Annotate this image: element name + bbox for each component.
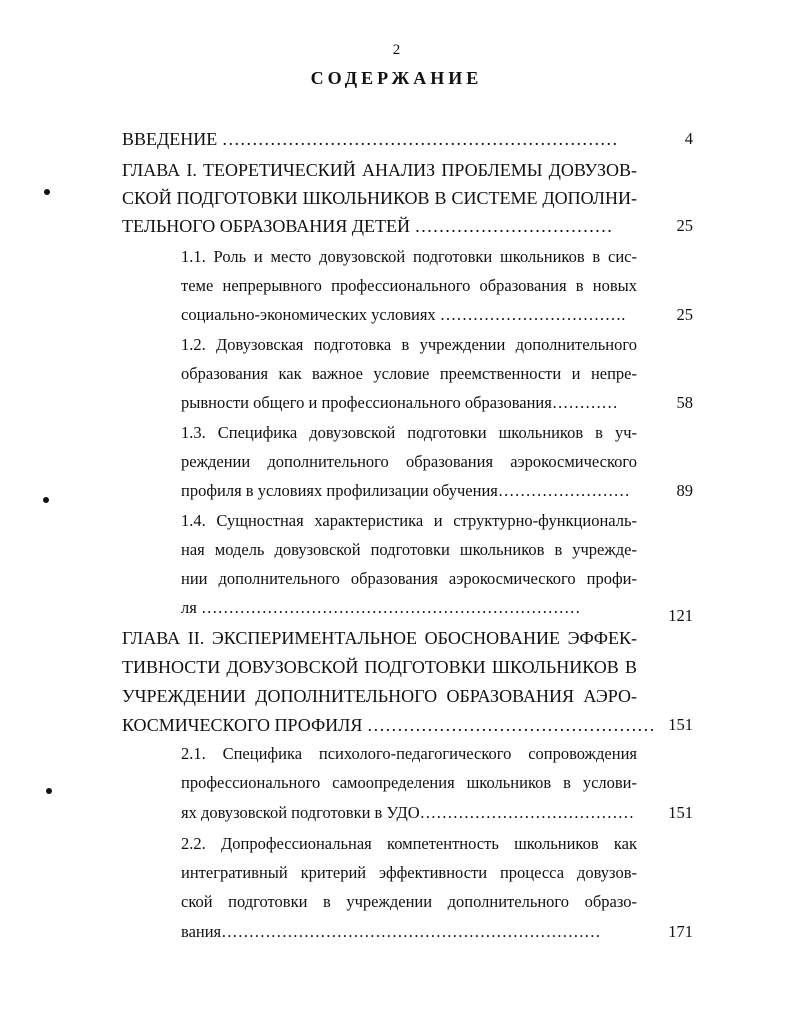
toc-page-number: 121	[668, 606, 693, 625]
toc-entry-line: 1.1. Роль и место довузовской подготовки школьников в сис-	[181, 247, 637, 266]
margin-dot	[46, 788, 52, 794]
toc-entry-line: ля ……………………………………………………………	[181, 598, 581, 617]
toc-entry-line: ТЕЛЬНОГО ОБРАЗОВАНИЯ ДЕТЕЙ ……………………………	[122, 216, 613, 236]
toc-entry-line: нии дополнительного образования аэрокосмического профи-	[181, 569, 637, 588]
toc-entry-line: интегративный критерий эффективности процесса довузов-	[181, 863, 637, 882]
margin-dot	[43, 497, 49, 503]
toc-entry-line: социально-экономических условиях …………………………….	[181, 305, 626, 324]
toc-entry-line: КОСМИЧЕСКОГО ПРОФИЛЯ …………………………………………	[122, 715, 655, 735]
toc-entry-line: ГЛАВА I. ТЕОРЕТИЧЕСКИЙ АНАЛИЗ ПРОБЛЕМЫ ДОВУЗОВ-	[122, 160, 637, 180]
toc-page-number: 171	[668, 922, 693, 941]
toc-page-number: 4	[684, 129, 693, 148]
toc-entry-line: ная модель довузовской подготовки школьников в учрежде-	[181, 540, 637, 559]
margin-dot	[44, 189, 50, 195]
toc-entry-line: ВВЕДЕНИЕ …………………………………………………………	[122, 129, 618, 149]
toc-entry-line: ской подготовки в учреждении дополнительного образо-	[181, 892, 637, 911]
toc-page-number: 25	[676, 305, 693, 324]
toc-entry-line: профиля в условиях профилизации обучения……………………	[181, 481, 630, 500]
toc-entry-line: реждении дополнительного образования аэрокосмического	[181, 452, 637, 471]
toc-entry-line: ях довузовской подготовки в УДО…………………………………	[181, 803, 635, 822]
toc-entry-line: 1.4. Сущностная характеристика и структурно-функциональ-	[181, 511, 637, 530]
toc-entry-line: ТИВНОСТИ ДОВУЗОВСКОЙ ПОДГОТОВКИ ШКОЛЬНИКОВ В	[122, 657, 637, 677]
toc-page-number: 89	[676, 481, 693, 500]
toc-entry-line: рывности общего и профессионального образования…………	[181, 393, 618, 412]
toc-page-number: 151	[668, 715, 693, 734]
toc-entry-line: ГЛАВА II. ЭКСПЕРИМЕНТАЛЬНОЕ ОБОСНОВАНИЕ ЭФФЕК-	[122, 628, 637, 648]
toc-entry-line: 2.2. Допрофессиональная компетентность школьников как	[181, 834, 637, 853]
page-title: СОДЕРЖАНИЕ	[310, 68, 483, 88]
toc-entry-line: теме непрерывного профессионального образования в новых	[181, 276, 637, 295]
toc-page-number: 151	[668, 803, 693, 822]
toc-entry-line: 1.3. Специфика довузовской подготовки школьников в уч-	[181, 423, 637, 442]
page-number: 2	[392, 42, 401, 58]
toc-entry-line: 2.1. Специфика психолого-педагогического сопровождения	[181, 744, 637, 763]
toc-entry-line: СКОЙ ПОДГОТОВКИ ШКОЛЬНИКОВ В СИСТЕМЕ ДОПОЛНИ-	[122, 188, 637, 208]
toc-entry-line: 1.2. Довузовская подготовка в учреждении дополнительного	[181, 335, 637, 354]
toc-entry-line: образования как важное условие преемственности и непре-	[181, 364, 637, 383]
toc-entry-line: вания……………………………………………………………	[181, 922, 601, 941]
toc-entry-line: УЧРЕЖДЕНИИ ДОПОЛНИТЕЛЬНОГО ОБРАЗОВАНИЯ АЭРО-	[122, 686, 637, 706]
toc-page-number: 58	[676, 393, 693, 412]
toc-entry-line: профессионального самоопределения школьников в услови-	[181, 773, 637, 792]
toc-page-number: 25	[676, 216, 693, 235]
